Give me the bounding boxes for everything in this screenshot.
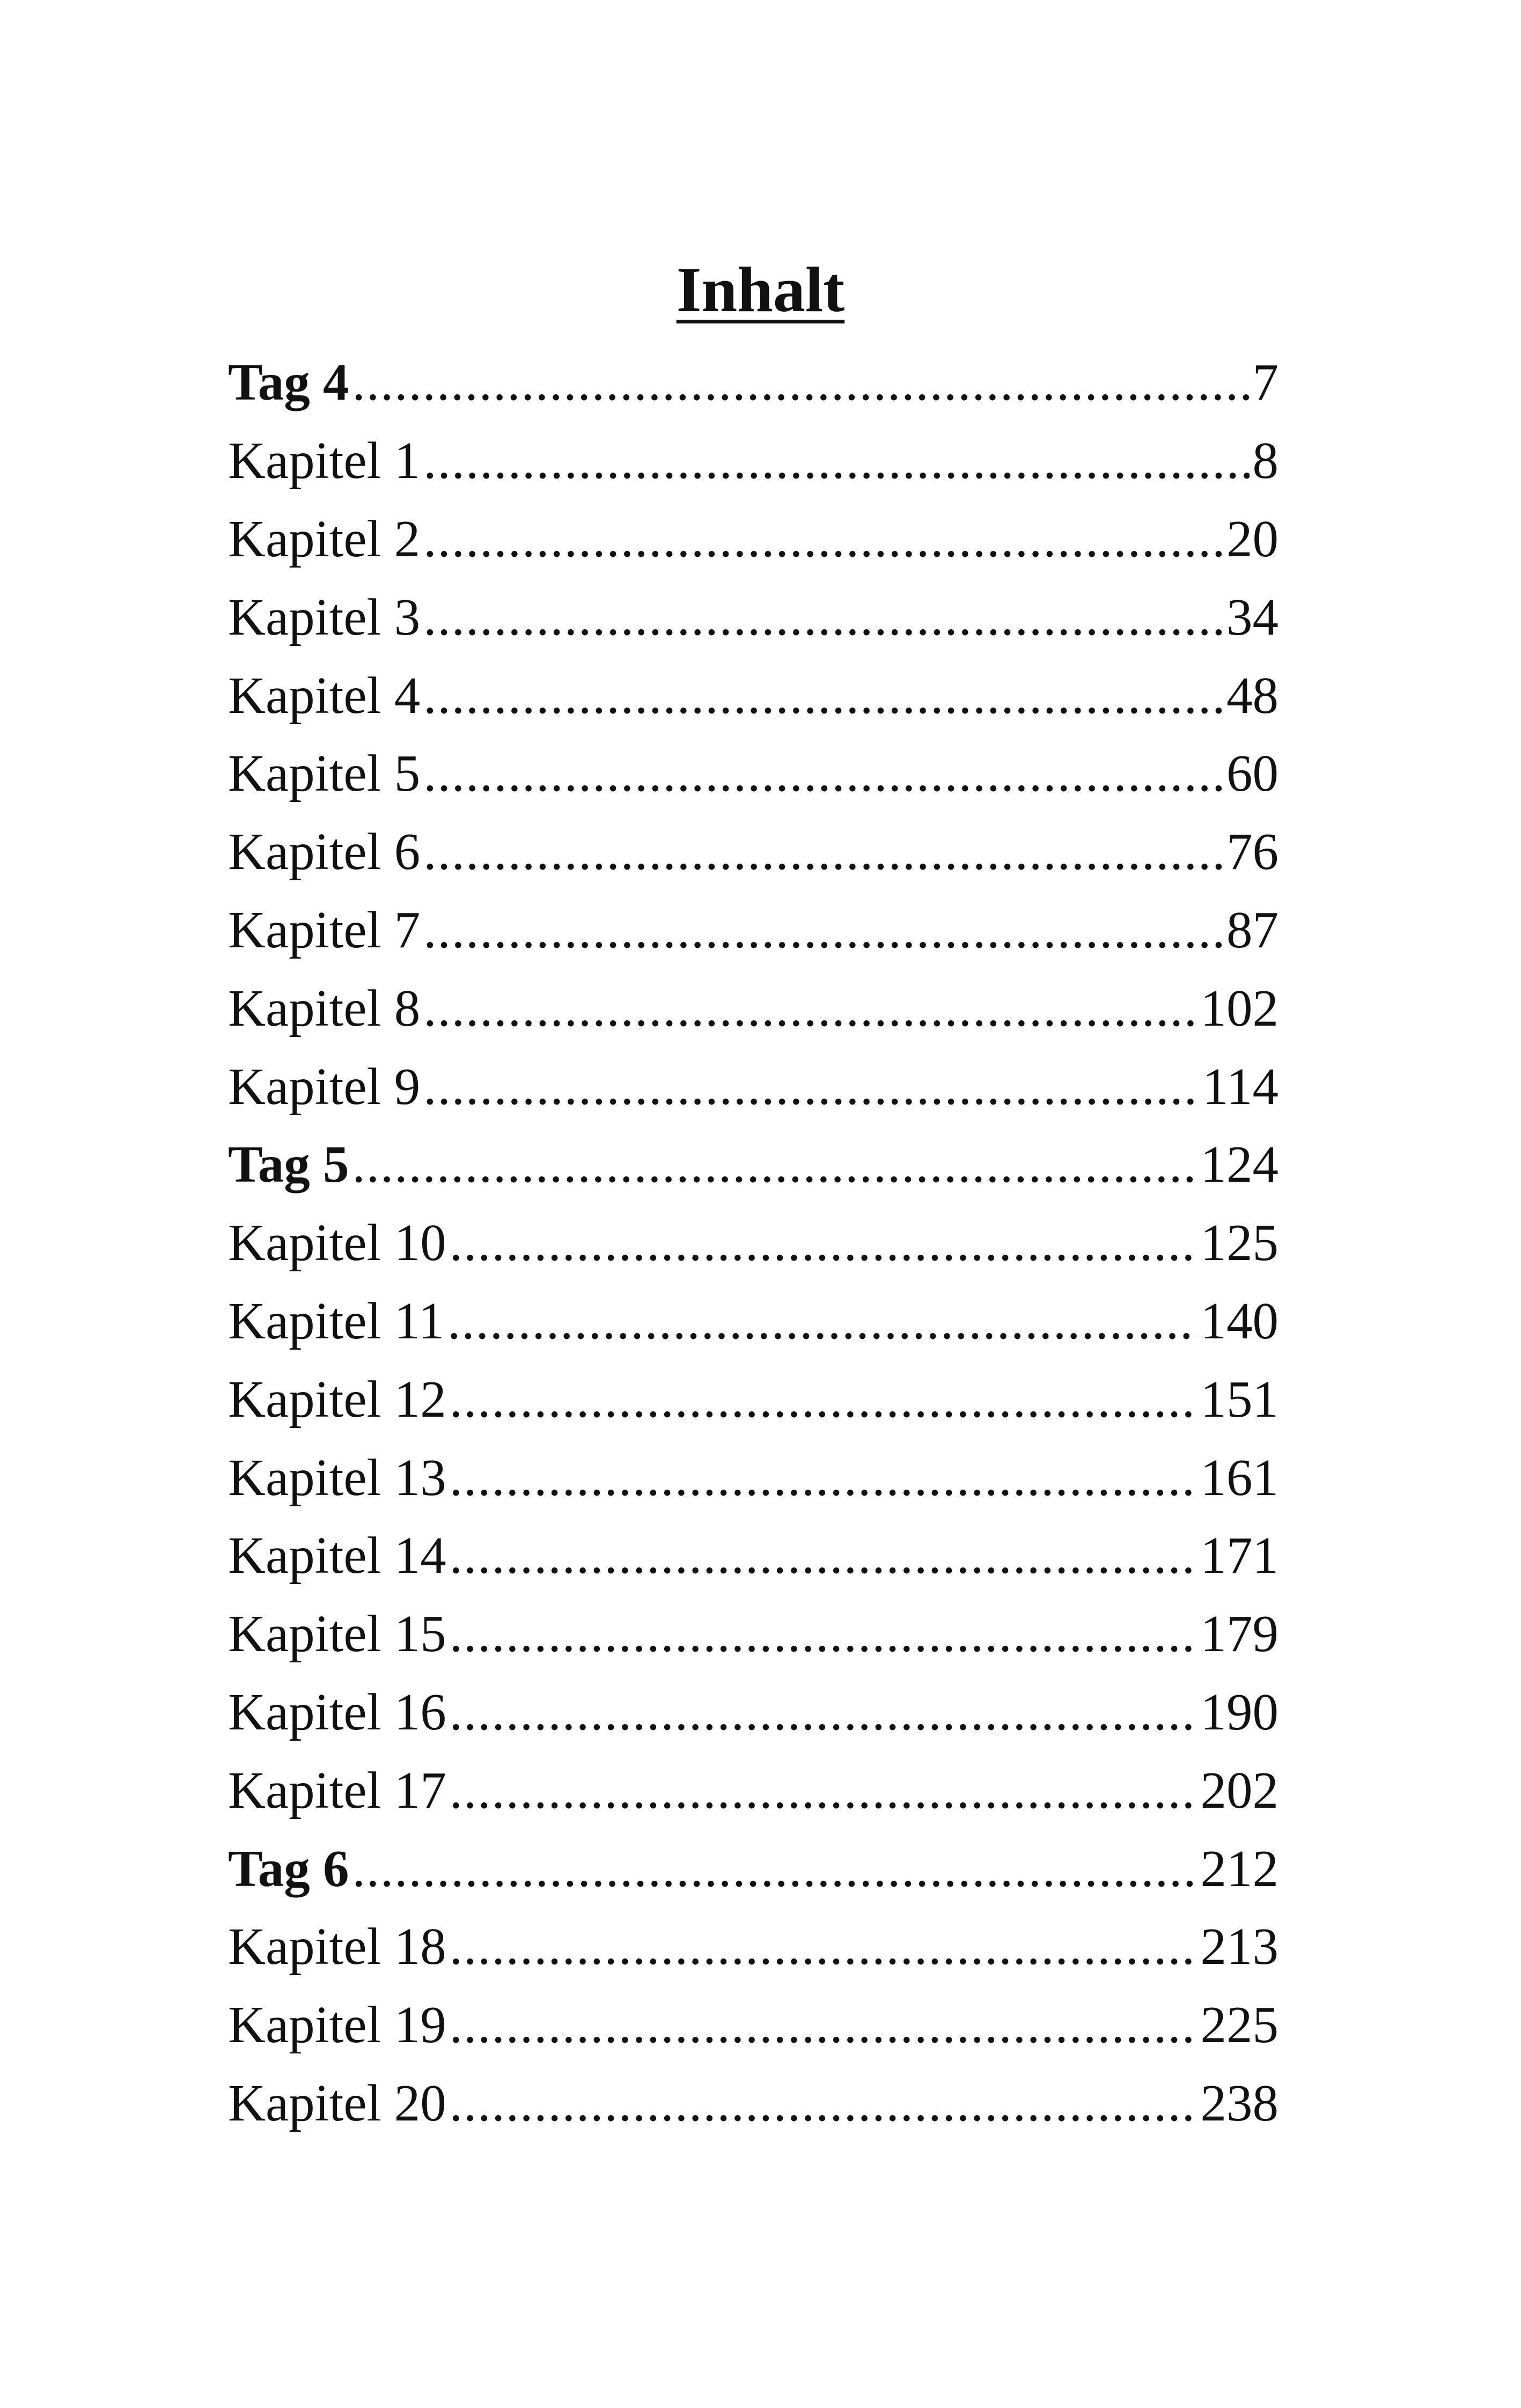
toc-entry-tag-4[interactable] <box>228 343 1278 422</box>
dot-leader <box>423 591 1223 643</box>
toc-entry-label: Kapitel 6 <box>228 823 421 881</box>
toc-entry-page-number: 76 <box>1226 823 1278 881</box>
toc-entry-kapitel-15[interactable] <box>228 1595 1278 1673</box>
toc-entry-page-number: 190 <box>1200 1683 1278 1741</box>
dot-leader <box>423 982 1197 1034</box>
toc-entry-kapitel-14[interactable] <box>228 1516 1278 1595</box>
toc-entry-page-number: 8 <box>1252 432 1278 490</box>
toc-entry-label: Tag 6 <box>228 1839 349 1897</box>
toc-entry-page-number: 60 <box>1226 745 1278 802</box>
dot-leader <box>423 1061 1199 1113</box>
table-of-contents <box>228 343 1278 2142</box>
dot-leader <box>423 435 1249 487</box>
toc-entry-page-number: 238 <box>1200 2074 1278 2132</box>
toc-entry-page-number: 114 <box>1202 1057 1278 1115</box>
toc-entry-kapitel-2[interactable] <box>228 500 1278 578</box>
toc-entry-label: Kapitel 16 <box>228 1683 446 1741</box>
dot-leader <box>450 1608 1197 1660</box>
toc-entry-label: Kapitel 13 <box>228 1448 446 1506</box>
toc-entry-kapitel-10[interactable] <box>228 1204 1278 1282</box>
dot-leader <box>450 1999 1197 2051</box>
toc-entry-page-number: 213 <box>1200 1918 1278 1976</box>
toc-entry-page-number: 87 <box>1226 901 1278 959</box>
toc-entry-kapitel-6[interactable] <box>228 813 1278 891</box>
toc-entry-label: Kapitel 20 <box>228 2074 446 2132</box>
toc-entry-label: Kapitel 18 <box>228 1918 446 1976</box>
toc-entry-label: Kapitel 7 <box>228 901 421 959</box>
toc-entry-label: Kapitel 12 <box>228 1370 446 1428</box>
toc-entry-page-number: 102 <box>1200 979 1278 1037</box>
toc-entry-label: Kapitel 1 <box>228 432 421 490</box>
dot-leader <box>450 1920 1197 1972</box>
toc-entry-page-number: 48 <box>1226 666 1278 724</box>
toc-entry-label: Kapitel 8 <box>228 979 421 1037</box>
dot-leader <box>450 1373 1197 1425</box>
toc-entry-label: Kapitel 9 <box>228 1057 421 1115</box>
toc-entry-tag-6[interactable] <box>228 1829 1278 1908</box>
toc-entry-page-number: 225 <box>1200 1996 1278 2054</box>
toc-entry-label: Kapitel 3 <box>228 588 421 646</box>
toc-entry-kapitel-18[interactable] <box>228 1908 1278 1986</box>
toc-entry-kapitel-7[interactable] <box>228 891 1278 969</box>
toc-entry-label: Kapitel 5 <box>228 745 421 802</box>
dot-leader <box>423 669 1223 721</box>
dot-leader <box>423 513 1223 565</box>
toc-entry-label: Kapitel 15 <box>228 1605 446 1663</box>
toc-entry-label: Tag 5 <box>228 1136 349 1194</box>
toc-entry-kapitel-3[interactable] <box>228 578 1278 656</box>
toc-entry-kapitel-16[interactable] <box>228 1673 1278 1751</box>
toc-entry-page-number: 34 <box>1226 588 1278 646</box>
toc-entry-label: Kapitel 19 <box>228 1996 446 2054</box>
toc-entry-tag-5[interactable] <box>228 1125 1278 1204</box>
toc-entry-page-number: 212 <box>1200 1839 1278 1897</box>
toc-entry-page-number: 202 <box>1200 1761 1278 1819</box>
dot-leader <box>352 356 1250 408</box>
toc-entry-label: Kapitel 10 <box>228 1214 446 1272</box>
toc-entry-page-number: 140 <box>1200 1292 1278 1350</box>
toc-entry-page-number: 179 <box>1200 1605 1278 1663</box>
toc-entry-kapitel-8[interactable] <box>228 969 1278 1047</box>
dot-leader <box>450 1452 1197 1504</box>
dot-leader <box>423 826 1223 878</box>
dot-leader <box>352 1843 1197 1895</box>
toc-entry-page-number: 151 <box>1200 1370 1278 1428</box>
dot-leader <box>423 747 1223 799</box>
toc-entry-page-number: 125 <box>1200 1214 1278 1272</box>
toc-entry-label: Kapitel 4 <box>228 666 421 724</box>
dot-leader <box>450 1529 1197 1581</box>
toc-entry-kapitel-5[interactable] <box>228 734 1278 813</box>
dot-leader <box>450 2077 1197 2129</box>
toc-entry-page-number: 171 <box>1200 1527 1278 1585</box>
dot-leader <box>450 1764 1197 1816</box>
toc-entry-page-number: 20 <box>1226 510 1278 568</box>
toc-entry-label: Kapitel 2 <box>228 510 421 568</box>
toc-entry-kapitel-12[interactable] <box>228 1360 1278 1438</box>
toc-entry-page-number: 124 <box>1200 1136 1278 1194</box>
dot-leader <box>450 1217 1197 1269</box>
toc-entry-kapitel-19[interactable] <box>228 1986 1278 2064</box>
toc-entry-page-number: 7 <box>1252 354 1278 411</box>
toc-entry-kapitel-9[interactable] <box>228 1047 1278 1125</box>
dot-leader <box>450 1686 1197 1738</box>
toc-entry-kapitel-4[interactable] <box>228 656 1278 734</box>
toc-entry-label: Kapitel 17 <box>228 1761 446 1819</box>
toc-entry-kapitel-1[interactable] <box>228 422 1278 500</box>
page-title: Inhalt <box>676 254 845 326</box>
toc-entry-label: Kapitel 14 <box>228 1527 446 1585</box>
dot-leader <box>447 1295 1197 1347</box>
toc-entry-page-number: 161 <box>1200 1448 1278 1506</box>
toc-entry-kapitel-13[interactable] <box>228 1438 1278 1516</box>
toc-entry-label: Tag 4 <box>228 354 349 411</box>
dot-leader <box>352 1138 1197 1190</box>
dot-leader <box>423 904 1223 956</box>
toc-entry-kapitel-17[interactable] <box>228 1751 1278 1829</box>
toc-entry-label: Kapitel 11 <box>228 1292 445 1350</box>
toc-entry-kapitel-20[interactable] <box>228 2064 1278 2142</box>
toc-entry-kapitel-11[interactable] <box>228 1282 1278 1360</box>
